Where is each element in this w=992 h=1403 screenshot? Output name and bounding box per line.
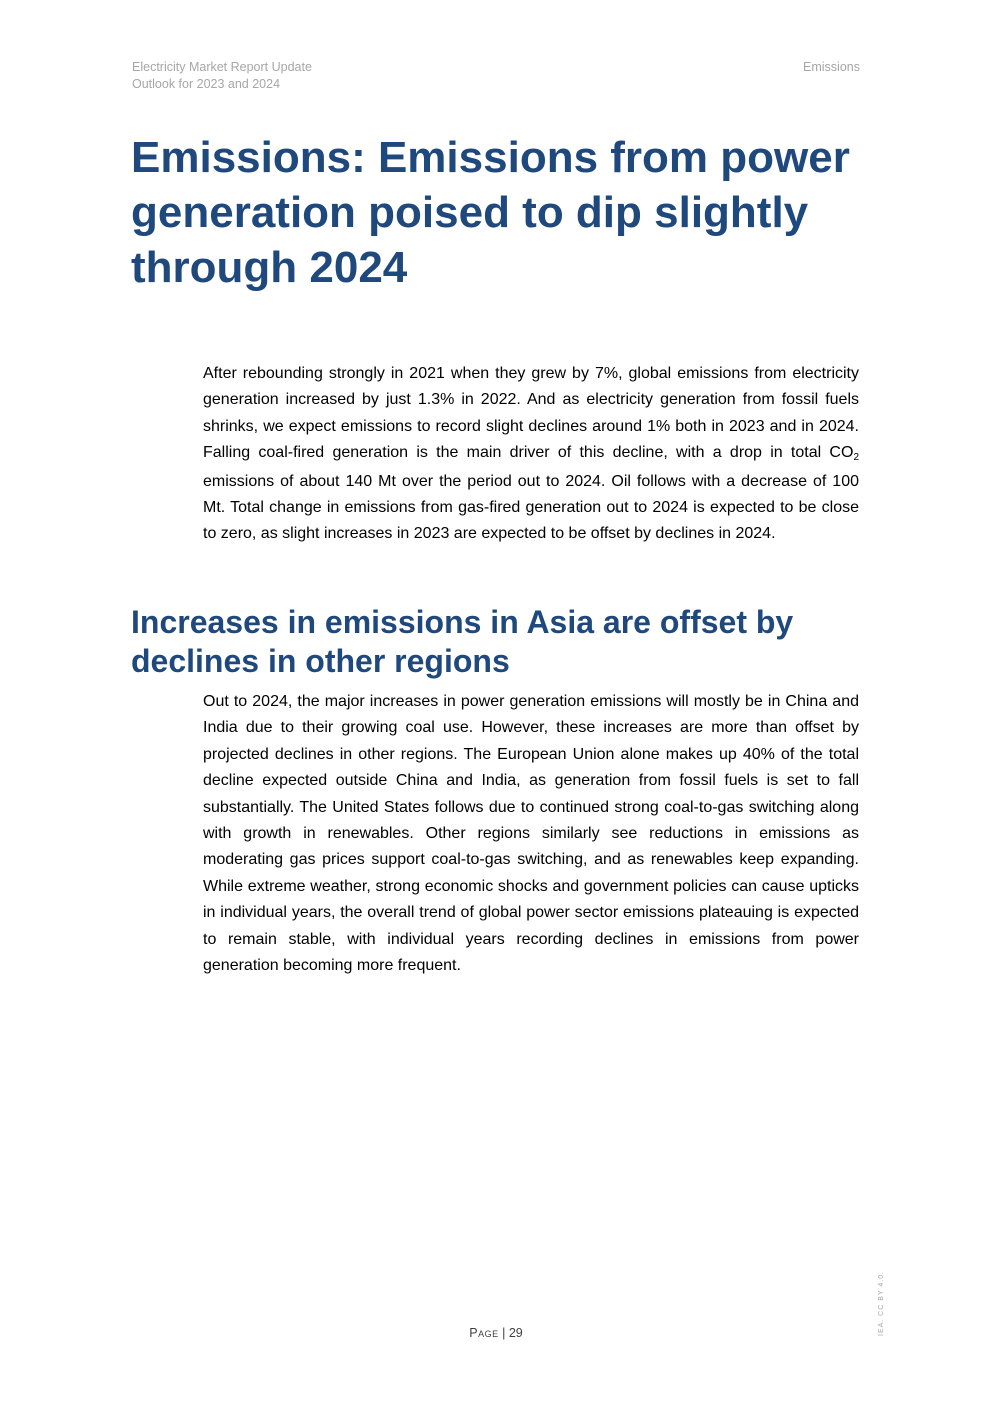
running-header-left [132, 59, 312, 93]
co2-subscript: 2 [853, 452, 859, 464]
section-paragraph: Out to 2024, the major increases in power generation emissions will mostly be in China and India due to their growing coal use. However, these increases are more than offset by projected declines in other regions. The European Union alone makes up 40% of the total decline expected outside China and India, as generation from fossil fuels is set to fall substantially. The United States follows due to continued strong coal-to-gas switching along with growth in renewables. Other regions similarly see reductions in emissions as moderating gas prices support coal-to-gas switching, and as renewables keep expanding. While extreme weather, strong economic shocks and government policies can cause upticks in individual years, the overall trend of global power sector emissions plateauing is expected to remain stable, with individual years recording declines in emissions from power generation becoming more frequent. [203, 693, 859, 975]
page-footer [0, 1326, 992, 1340]
running-header-section: Emissions [803, 60, 860, 74]
page-number: 29 [508, 1326, 523, 1340]
intro-text-part2: emissions of about 140 Mt over the period out to 2024. Oil follows with a decrease of 100 Mt. Total change in emissions from gas-fired generation out to 2024 is expected to be close to zero, as slight increases in 2023 are expected to be offset by declines in 2024. [203, 472, 859, 543]
intro-paragraph [203, 361, 859, 548]
license-notice: IEA. CC BY 4.0. [878, 1270, 885, 1336]
report-title: Electricity Market Report Update [132, 60, 312, 74]
section-heading: Increases in emissions in Asia are offset by declines in other regions [131, 604, 794, 679]
page-title: Emissions: Emissions from power generation poised to dip slightly through 2024 [131, 133, 850, 292]
intro-text-part1: After rebounding strongly in 2021 when they grew by 7%, global emissions from electricity generation increased by just 1.3% in 2022. And as electricity generation from fossil fuels shrinks, we expect emissions to record slight declines around 1% both in 2023 and in 2024. Falling coal-fired generation is the main driver of this decline, with a drop in total CO [203, 365, 859, 462]
page-label: Page [469, 1326, 499, 1340]
report-subtitle: Outlook for 2023 and 2024 [132, 77, 281, 91]
page-separator: | [498, 1326, 509, 1340]
